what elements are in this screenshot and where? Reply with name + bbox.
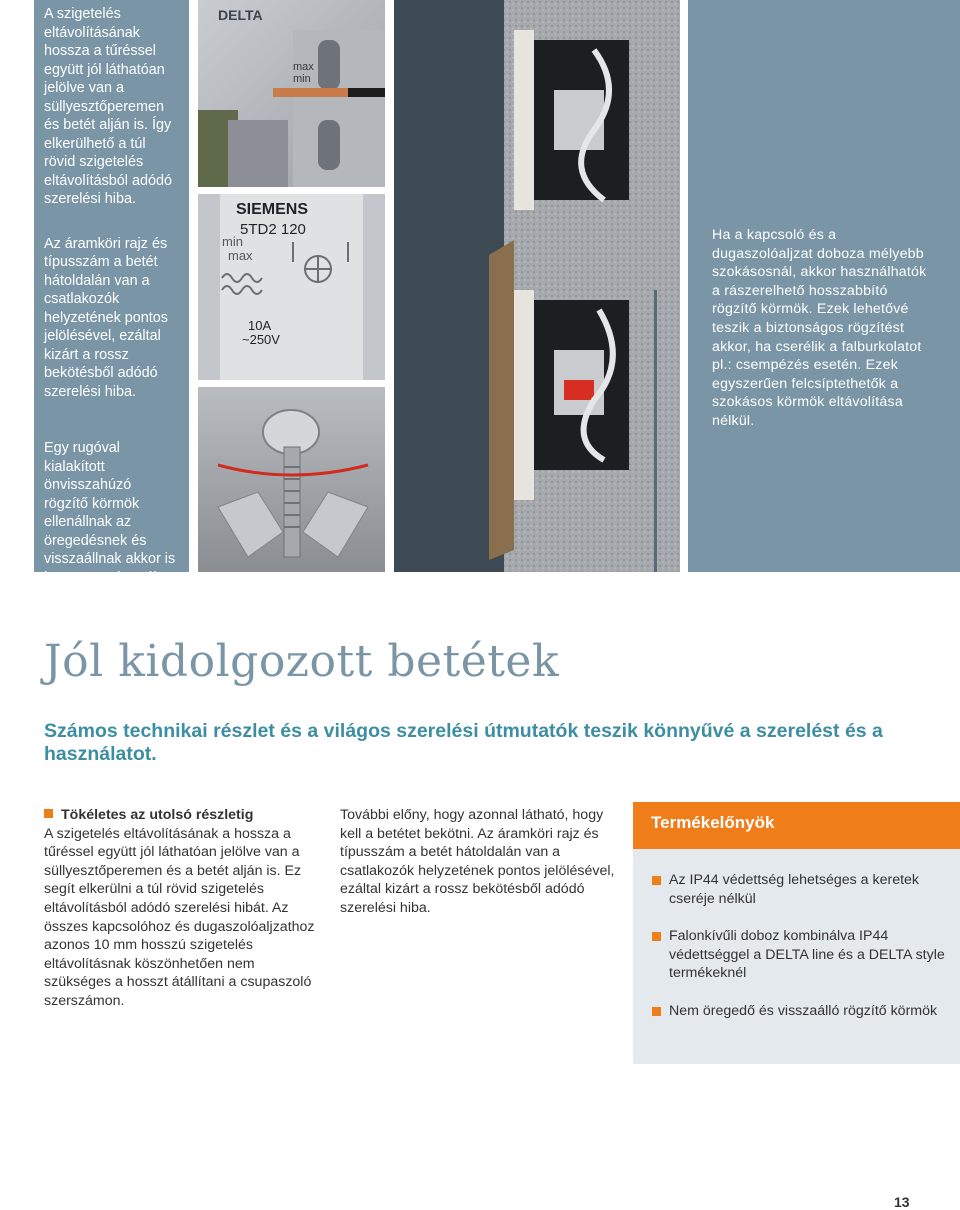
benefit-item: Falonkívűli doboz kombinálva IP44 védettséggel a DELTA line és a DELTA style termékeknél: [633, 927, 960, 983]
photo-label-delta: DELTA: [218, 7, 263, 23]
photo-label-model: 5TD2 120: [240, 221, 306, 238]
subheadline: [44, 720, 914, 766]
bullet-square-icon: [44, 809, 53, 818]
benefit-item: Nem öregedő és visszaálló rögzítő körmök: [633, 1002, 960, 1021]
photo-spring-claws: [198, 387, 385, 572]
bullet-square-icon: [652, 1007, 661, 1016]
caption-extension-claws: Ha a kapcsoló és a dugaszolóaljzat doboza mélyebb szokásosnál, akkor használhatók a rászerelhető hosszabbító rögzítő körmök. Ezek lehetővé teszik a biztonságos rögzítést akkor, ha cserélik a falburkolatot pl.: csempézés esetén. Ezek egyszerűen felcsíptethetők a szokásos körmök eltávolítása nélkül.: [712, 227, 927, 429]
benefit-item: Az IP44 védettség lehetséges a keretek cseréje nélkül: [633, 871, 960, 908]
photo-label-max2: max: [228, 248, 253, 263]
caption-spring-claws: Egy rugóval kialakított önvisszahúzó rögzítő körmök ellenállnak az öregedésnek és visszaállnak akkor is ha az egységet újra és újra felszerelik.: [44, 440, 176, 604]
caption-circuit-diagram: Az áramköri rajz és típusszám a betét hátoldalán van a csatlakozók helyzetének pontos jelölésével, ezáltal kizárt a rossz bekötésből adódó szerelési hiba.: [44, 235, 169, 400]
benefits-box: [633, 802, 960, 1064]
photo-label-siemens: SIEMENS: [236, 201, 309, 218]
photo-label-max: max: [293, 61, 314, 73]
column-2: [340, 806, 615, 918]
page-title: Jól kidolgozott betétek: [44, 636, 560, 687]
column-1: [44, 806, 324, 1011]
bullet-square-icon: [652, 932, 661, 941]
photo-label-volts: ~250V: [242, 332, 280, 347]
subhead-text: Számos technikai részlet és a világos szerelési útmutatók teszik könnyűvé a szerelést és a használatot.: [44, 720, 883, 765]
col1-body: A szigetelés eltávolításának a hossza a tűréssel együtt jól láthatóan jelölve van a süllyesztőperemen és a betét alján is. Ez segít elkerülni a túl rövid szigetelés eltávolításból adódó szerelési hibát. Az összes kapcsolóhoz és dugaszolóaljzathoz azonos 10 mm hosszú szigetelés eltávolításnak köszönhetően nem szükséges a hosszt átállítani a csupaszoló szerszámon.: [44, 825, 315, 1009]
photo-stripping-mark: [198, 0, 385, 187]
benefits-title: Termékelőnyök: [633, 802, 960, 849]
caption-panel-left: [34, 0, 189, 604]
photo-wall-section: [394, 0, 680, 572]
page-number: 13: [894, 1194, 910, 1210]
benefits-list: [633, 849, 960, 1021]
caption-panel-right: [688, 0, 960, 572]
col1-title-line: [44, 806, 324, 825]
headline: [44, 636, 924, 687]
col1-title: Tökéletes az utolsó részletig: [61, 807, 254, 823]
photo-circuit-label: [198, 194, 385, 380]
photo-label-amps: 10A: [248, 318, 272, 333]
photo-label-min: min: [293, 73, 311, 85]
caption-stripping-length: A szigetelés eltávolításának hossza a tűréssel együtt jól láthatóan jelölve van a süllyesztőperemen és betét alján is. Így elkerülhető a túl rövid szigetelés eltávolításból adódó szerelési hiba.: [44, 6, 173, 207]
bullet-square-icon: [652, 876, 661, 885]
col2-body: További előny, hogy azonnal látható, hogy kell a betétet bekötni. Az áramköri rajz és típusszám a betét hátoldalán van a csatlakozók helyzetének pontos jelölésével, ezáltal kizárt a rossz bekötésből adódó szerelési hiba.: [340, 807, 615, 916]
photo-label-min2: min: [222, 234, 243, 249]
